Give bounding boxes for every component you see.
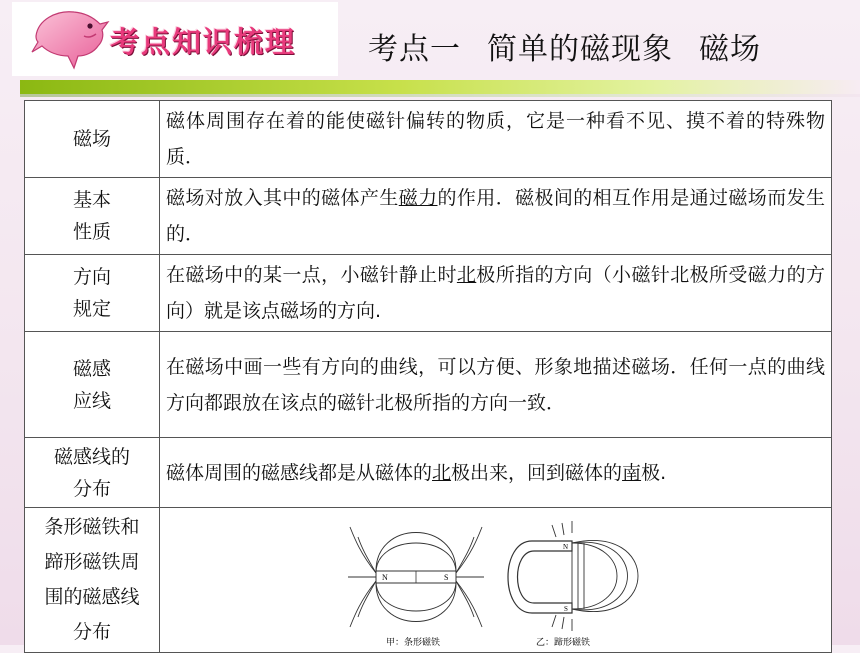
row-label: 磁感 应线 (25, 332, 160, 438)
title-part-1: 考点一 (368, 32, 461, 67)
underlined-term: 南 (622, 461, 642, 484)
underlined-term: 北 (456, 264, 477, 286)
row-text: 磁场对放入其中的磁体产生磁力的作用．磁极间的相互作用是通过磁场而发生的． (160, 178, 832, 255)
section-banner (12, 2, 338, 76)
horseshoe-s: S (563, 605, 568, 613)
row-text: 在磁场中的某一点，小磁针静止时北极所指的方向（小磁针北极所受磁力的方向）就是该点磁场的方向. (160, 255, 832, 332)
header-divider (20, 80, 860, 94)
table-row (25, 508, 832, 653)
table-row (25, 438, 832, 508)
knowledge-table (24, 100, 832, 653)
row-text: 磁体周围的磁感线都是从磁体的北极出来，回到磁体的南极. (160, 438, 832, 508)
row-label: 磁感线的 分布 (25, 438, 160, 508)
row-label: 方向 规定 (25, 255, 160, 332)
table-row (25, 101, 832, 178)
horseshoe-magnet (508, 541, 572, 613)
row-text: 在磁场中画一些有方向的曲线，可以方便、形象地描述磁场．任何一点的曲线方向都跟放在该点的磁针北极所指的方向一致． (160, 332, 832, 438)
table-row (25, 178, 832, 255)
horseshoe-diagram (552, 521, 638, 631)
magnetic-field-figure-cell (160, 508, 832, 653)
table-row (25, 332, 832, 438)
bar-magnet-s: S (443, 573, 448, 582)
bar-magnet-n: N (381, 573, 388, 582)
bar-magnet-caption: 甲：条形磁铁 (385, 638, 440, 648)
table-row (25, 255, 832, 332)
row-label: 条形磁铁和 蹄形磁铁周 围的磁感线 分布 (25, 508, 160, 653)
row-label: 基本 性质 (25, 178, 160, 255)
header (0, 0, 860, 80)
underlined-term: 北 (432, 461, 452, 484)
page-title (368, 24, 787, 68)
banner-title: 考点知识梳理 (110, 25, 297, 59)
magnetic-field-figure (346, 513, 646, 649)
title-part-2: 简单的磁现象 (487, 32, 673, 67)
horseshoe-n: N (562, 543, 568, 551)
underlined-term: 磁力 (398, 187, 438, 209)
row-text: 磁体周围存在着的能使磁针偏转的物质，它是一种看不见、摸不着的特殊物质． (160, 101, 832, 178)
row-label: 磁场 (25, 101, 160, 178)
horseshoe-caption: 乙：蹄形磁铁 (535, 638, 590, 648)
dolphin-icon (28, 6, 110, 72)
title-part-3: 磁场 (699, 32, 761, 67)
